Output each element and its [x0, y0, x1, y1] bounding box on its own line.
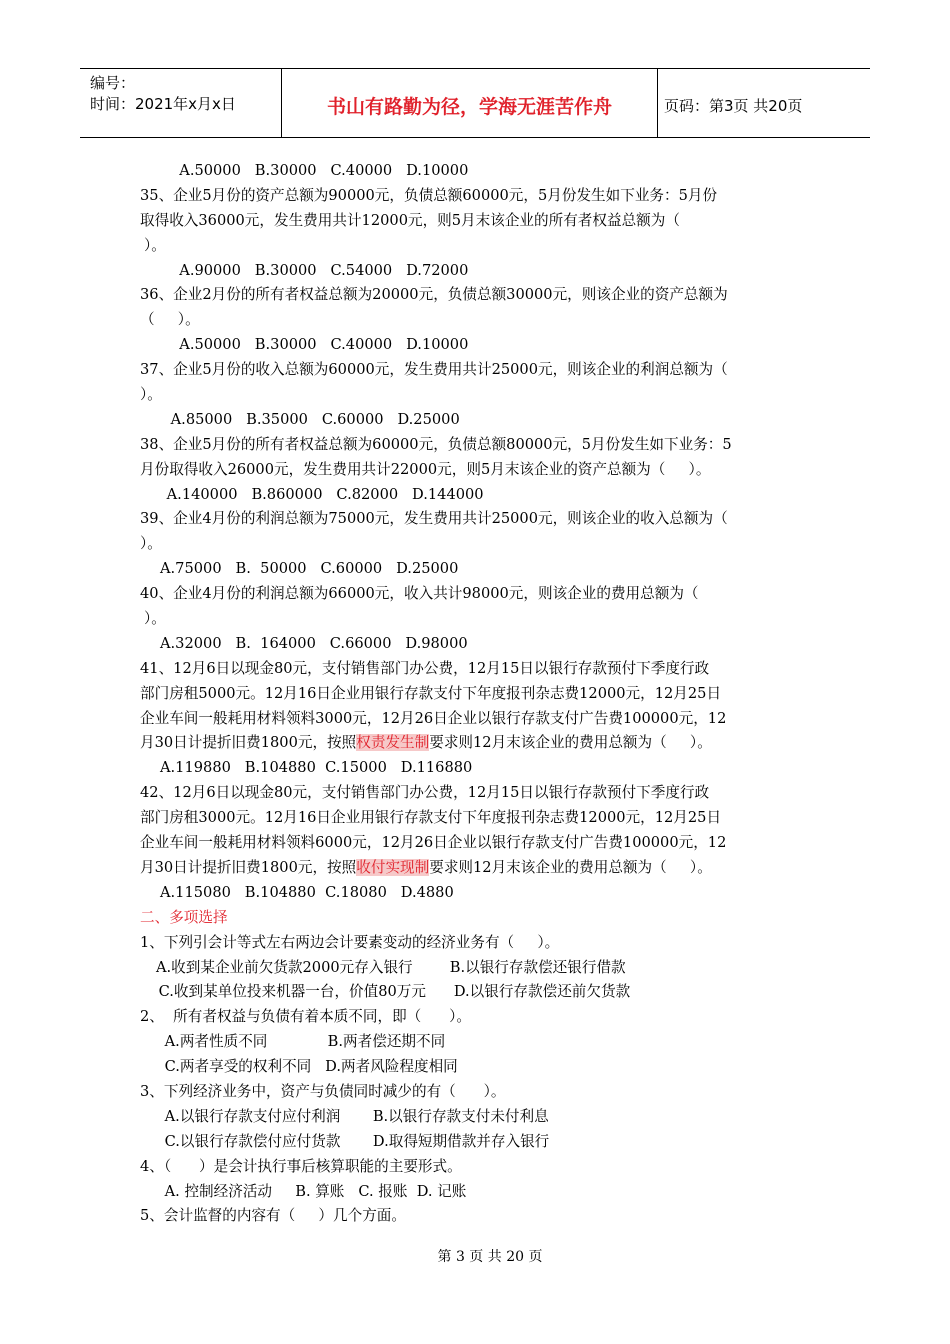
highlighted-term: 权责发生制 [356, 734, 430, 752]
question-39: 39、企业4月份的利润总额为75000元，发生费用共计25000元，则该企业的收入总额为（ [140, 510, 728, 528]
options-line: A.119880 B.104880 C.15000 D.116880 [160, 759, 473, 777]
mc-question-2: 2、 所有者权益与负债有着本质不同，即（ ）。 [140, 1008, 471, 1026]
question-40: 40、企业4月份的利润总额为66000元，收入共计98000元，则该企业的费用总额为（ [140, 585, 699, 603]
question-text: 月30日计提折旧费1800元，按照权责发生制要求则12月末该企业的费用总额为（ ）。 [140, 734, 712, 752]
header-info [80, 69, 282, 137]
options-line: A.115080 B.104880 C.18080 D.4880 [160, 883, 454, 901]
options-line: A.50000 B.30000 C.40000 D.10000 [170, 336, 469, 354]
options-line: A.两者性质不同 B.两者偿还期不同 [160, 1033, 446, 1051]
document-body [140, 159, 812, 1229]
mc-question-4: 4、（ ）是会计执行事后核算职能的主要形式。 [140, 1157, 462, 1175]
options-line: C.收到某单位投来机器一台，价值80万元 D.以银行存款偿还前欠货款 [154, 983, 631, 1001]
options-line: A.75000 B. 50000 C.60000 D.25000 [160, 560, 459, 578]
mc-question-3: 3、下列经济业务中，资产与负债同时减少的有（ ）。 [140, 1082, 506, 1100]
header-page-code: 页码：第3页 共20页 [664, 96, 803, 115]
options-line: A.32000 B. 164000 C.66000 D.98000 [160, 634, 468, 652]
question-text: ）。 [144, 236, 166, 254]
section-heading: 二、多项选择 [140, 908, 228, 926]
mc-question-5: 5、会计监督的内容有（ ）几个方面。 [140, 1207, 406, 1225]
highlighted-term: 收付实现制 [356, 858, 430, 876]
question-36: 36、企业2月份的所有者权益总额为20000元，负债总额30000元，则该企业的资产总额为 [140, 286, 728, 304]
question-text: 月30日计提折旧费1800元，按照收付实现制要求则12月末该企业的费用总额为（ ）。 [140, 858, 712, 876]
question-38: 38、企业5月份的所有者权益总额为60000元，负债总额80000元，5月份发生如下业务：5 [140, 435, 732, 453]
question-text: 月份取得收入26000元，发生费用共计22000元，则5月末该企业的资产总额为（ ）。 [140, 460, 711, 478]
question-41: 41、12月6日以现金80元，支付销售部门办公费，12月15日以银行存款预付下季度行政 [140, 659, 710, 677]
options-line: C.以银行存款偿付应付货款 D.取得短期借款并存入银行 [160, 1132, 550, 1150]
question-text: 企业车间一般耗用材料领料6000元，12月26日企业以银行存款支付广告费100000元，12 [140, 834, 727, 852]
question-text: 部门房租5000元。12月16日企业用银行存款支付下年度报刊杂志费12000元，12月25日 [140, 684, 722, 702]
options-line: A.以银行存款支付应付利润 B.以银行存款支付未付利息 [160, 1107, 549, 1125]
question-42: 42、12月6日以现金80元，支付销售部门办公费，12月15日以银行存款预付下季度行政 [140, 784, 710, 802]
question-text: ）。 [140, 535, 162, 553]
question-35: 35、企业5月份的资产总额为90000元，负债总额60000元，5月份发生如下业务：5月份 [140, 186, 718, 204]
options-line: A.50000 B.30000 C.40000 D.10000 [170, 162, 469, 179]
page-footer: 第 3 页 共 20 页 [437, 1249, 543, 1265]
number-label: 编号： [90, 74, 136, 92]
question-text: ）。 [144, 610, 166, 628]
question-text: 取得收入36000元，发生费用共计12000元，则5月末该企业的所有者权益总额为（ [140, 211, 680, 229]
mc-question-1: 1、下列引会计等式左右两边会计要素变动的经济业务有（ ）。 [140, 933, 560, 951]
page-header [80, 68, 870, 138]
question-text: 部门房租3000元。12月16日企业用银行存款支付下年度报刊杂志费12000元，12月25日 [140, 809, 722, 827]
options-line: A.140000 B.860000 C.82000 D.144000 [162, 485, 484, 503]
date-label: 时间：2021年x月x日 [90, 95, 236, 113]
question-text: （ ）。 [140, 311, 200, 329]
question-text: ）。 [140, 386, 162, 404]
options-line: A.收到某企业前欠货款2000元存入银行 B.以银行存款偿还银行借款 [156, 958, 626, 976]
options-line: A.90000 B.30000 C.54000 D.72000 [170, 261, 469, 279]
options-line: C.两者享受的权利不同 D.两者风险程度相同 [160, 1058, 458, 1076]
question-37: 37、企业5月份的收入总额为60000元，发生费用共计25000元，则该企业的利润总额为（ [140, 361, 728, 379]
header-motto: 书山有路勤为径，学海无涯苦作舟 [282, 69, 658, 137]
question-text: 企业车间一般耗用材料领料3000元，12月26日企业以银行存款支付广告费100000元，12 [140, 709, 727, 727]
options-line: A. 控制经济活动 B. 算账 C. 报账 D. 记账 [160, 1182, 467, 1200]
options-line: A.85000 B.35000 C.60000 D.25000 [166, 410, 460, 428]
